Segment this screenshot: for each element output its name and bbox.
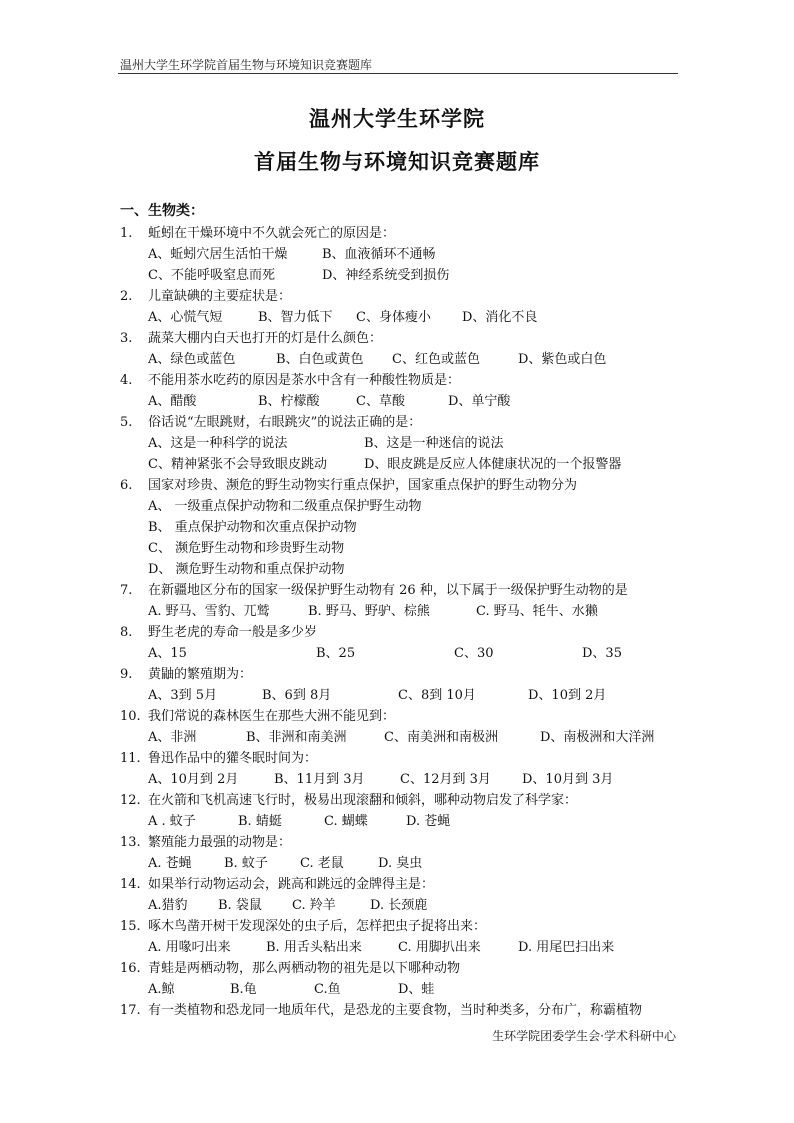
question-8: 8. 野生老虎的寿命一般是多少岁: [120, 625, 318, 640]
option-7b: B. 野马、野驴、棕熊: [308, 604, 430, 619]
question-3: 3. 蔬菜大棚内白天也打开的灯是什么颜色：: [120, 331, 383, 346]
document-subtitle: 首届生物与环境知识竞赛题库: [254, 149, 540, 174]
option-9b: B、6到 8月: [262, 688, 332, 703]
option-1a: A、蚯蚓穴居生活怕干燥: [148, 247, 288, 262]
option-6a: A、 一级重点保护动物和二级重点保护野生动物: [148, 499, 422, 514]
option-12b: B. 蜻蜓: [238, 814, 282, 829]
option-12d: D. 苍蝇: [406, 814, 451, 829]
question-7: 7. 在新疆地区分布的国家一级保护野生动物有 26 种，以下属于一级保护野生动物的是: [120, 583, 628, 598]
option-3b: B、白色或黄色: [276, 352, 364, 367]
option-1b: B、血液循环不通畅: [322, 247, 436, 262]
option-3d: D、紫色或白色: [518, 352, 607, 367]
option-13b: B. 蚊子: [224, 856, 268, 871]
option-5a: A、这是一种科学的说法: [148, 436, 288, 451]
option-9d: D、10到 2月: [528, 688, 607, 703]
option-15a: A. 用喙叼出来: [148, 940, 231, 955]
option-9a: A、3到 5月: [148, 688, 218, 703]
option-2c: C、身体瘦小: [356, 310, 431, 325]
option-6b: B、 重点保护动物和次重点保护动物: [148, 520, 357, 535]
option-2a: A、心慌气短: [148, 310, 223, 325]
option-3c: C、红色或蓝色: [392, 352, 480, 367]
question-1: 1. 蚯蚓在干燥环境中不久就会死亡的原因是：: [120, 226, 396, 241]
option-4d: D、单宁酸: [448, 394, 511, 409]
option-6d: D、 濒危野生动物和重点保护动物: [148, 562, 345, 577]
section-heading: 一、生物类：: [120, 203, 204, 219]
option-16a: A.鲸: [148, 982, 175, 997]
question-15: 15. 啄木鸟凿开树干发现深处的虫子后，怎样把虫子捉将出来：: [120, 919, 487, 934]
option-14b: B. 袋鼠: [218, 898, 262, 913]
option-2b: B、智力低下: [258, 310, 333, 325]
question-6: 6. 国家对珍贵、濒危的野生动物实行重点保护，国家重点保护的野生动物分为: [120, 478, 578, 493]
option-4b: B、柠檬酸: [258, 394, 320, 409]
option-15c: C. 用脚扒出来: [398, 940, 481, 955]
option-7a: A. 野马、雪豹、兀鹫: [148, 604, 270, 619]
option-8a: A、15: [148, 646, 187, 661]
question-16: 16. 青蛙是两栖动物，那么两栖动物的祖先是以下哪种动物: [120, 961, 461, 976]
header-divider: [118, 73, 678, 74]
question-11: 11. 鲁迅作品中的獾冬眠时间为：: [120, 751, 318, 766]
option-2d: D、消化不良: [462, 310, 538, 325]
option-10b: B、非洲和南美洲: [246, 730, 347, 745]
option-5d: D、眼皮跳是反应人体健康状况的一个报警器: [364, 457, 622, 472]
option-11b: B、11月到 3月: [274, 772, 365, 787]
option-7c: C. 野马、牦牛、水獭: [476, 604, 598, 619]
option-8c: C、30: [454, 646, 494, 661]
option-1d: D、神经系统受到损伤: [322, 268, 450, 283]
option-12a: A . 蚊子: [148, 814, 196, 829]
option-1c: C、不能呼吸窒息而死: [148, 268, 275, 283]
page-header: 温州大学生环学院首届生物与环境知识竞赛题库: [120, 58, 373, 72]
option-5c: C、精神紧张不会导致眼皮跳动: [148, 457, 327, 472]
option-9c: C、8到 10月: [398, 688, 476, 703]
option-4a: A、醋酸: [148, 394, 197, 409]
option-3a: A、绿色或蓝色: [148, 352, 236, 367]
option-16b: B.龟: [230, 982, 257, 997]
option-13c: C. 老鼠: [300, 856, 344, 871]
option-15b: B. 用舌头粘出来: [266, 940, 362, 955]
option-13d: D. 臭虫: [378, 856, 423, 871]
option-10c: C、南美洲和南极洲: [384, 730, 498, 745]
question-4: 4. 不能用茶水吃药的原因是茶水中含有一种酸性物质是：: [120, 373, 461, 388]
document-title: 温州大学生环学院: [309, 106, 485, 131]
option-10d: D、南极洲和大洋洲: [540, 730, 655, 745]
page-footer: 生环学院团委学生会·学术科研中心: [492, 1029, 676, 1043]
question-10: 10. 我们常说的森林医生在那些大洲不能见到：: [120, 709, 396, 724]
question-9: 9. 黄鼬的繁殖期为：: [120, 667, 253, 682]
question-13: 13. 繁殖能力最强的动物是：: [120, 835, 292, 850]
option-13a: A. 苍蝇: [148, 856, 192, 871]
option-11d: D、10月到 3月: [522, 772, 614, 787]
option-8d: D、35: [582, 646, 622, 661]
option-12c: C. 蝴蝶: [324, 814, 368, 829]
option-5b: B、这是一种迷信的说法: [364, 436, 504, 451]
question-14: 14. 如果举行动物运动会，跳高和跳远的金牌得主是：: [120, 877, 435, 892]
option-10a: A、非洲: [148, 730, 197, 745]
option-16d: D、蛙: [398, 982, 435, 997]
option-14a: A.猎豹: [148, 898, 188, 913]
option-8b: B、25: [316, 646, 356, 661]
option-11c: C、12月到 3月: [400, 772, 491, 787]
question-12: 12. 在火箭和飞机高速飞行时，极易出现滚翻和倾斜，哪种动物启发了科学家：: [120, 793, 578, 808]
question-17: 17. 有一类植物和恐龙同一地质年代，是恐龙的主要食物，当时种类多，分布广，称霸植物: [120, 1003, 643, 1018]
option-14d: D. 长颈鹿: [370, 898, 428, 913]
option-16c: C.鱼: [314, 982, 341, 997]
option-11a: A、10月到 2月: [148, 772, 239, 787]
question-5: 5. 俗话说“左眼跳财，右眼跳灾”的说法正确的是：: [120, 415, 422, 430]
question-2: 2. 儿童缺碘的主要症状是：: [120, 289, 292, 304]
option-4c: C、草酸: [356, 394, 405, 409]
option-6c: C、 濒危野生动物和珍贵野生动物: [148, 541, 345, 556]
option-15d: D. 用尾巴扫出来: [518, 940, 615, 955]
option-14c: C. 羚羊: [292, 898, 336, 913]
